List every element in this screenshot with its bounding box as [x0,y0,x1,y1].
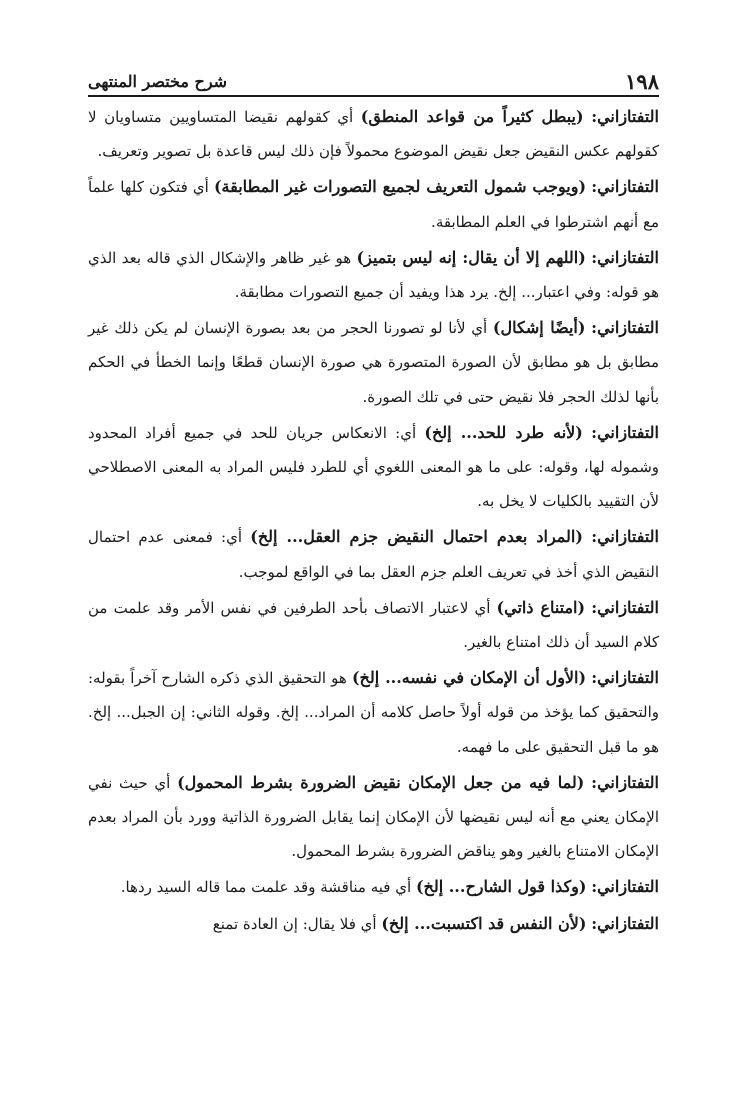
speaker-label: التفتازاني: [591,177,659,197]
quoted-phrase: (لأن النفس قد اكتسبت... إلخ) [381,913,587,933]
quoted-phrase: (اللهم إلا أن يقال: إنه ليس بتميز) [356,247,586,267]
commentary-body [88,100,659,941]
paragraph [88,870,659,904]
paragraph [88,520,659,588]
paragraph-text: هو غير ظاهر والإشكال الذي قاله بعد الذي هو قوله: وفي اعتبار... إلخ. يرد هذا ويفيد أن جميع التصورات مطابقة. [88,248,659,302]
quoted-phrase: (امتناع ذاتي) [496,597,586,617]
speaker-label: التفتازاني: [591,527,659,547]
speaker-label: التفتازاني: [591,772,659,792]
paragraph-text: أي: فمعنى عدم احتمال النقيض الذي أخذ في تعريف العلم جزم العقل بما في الواقع لموجب. [88,528,659,581]
paragraph-text: أي لاعتبار الاتصاف بأحد الطرفين في نفس الأمر وقد علمت من كلام السيد أن ذلك امتناع بالغير. [88,598,659,652]
speaker-label: التفتازاني: [591,877,659,897]
paragraph [88,170,659,238]
speaker-label: التفتازاني: [591,247,659,267]
quoted-phrase: (المراد بعدم احتمال النقيض جزم العقل... إلخ) [250,527,583,547]
paragraph [88,241,659,309]
quoted-phrase: (لأنه طرد للحد... إلخ) [424,422,583,442]
speaker-label: التفتازاني: [591,913,659,933]
paragraph-text: أي فيه مناقشة وقد علمت مما قاله السيد ردها. [120,878,412,897]
speaker-label: التفتازاني: [591,318,659,338]
speaker-label: التفتازاني: [591,107,659,126]
speaker-label: التفتازاني: [591,668,659,688]
header-rule [88,95,659,97]
paragraph [88,907,659,941]
quoted-phrase: (الأول أن الإمكان في نفسه... إلخ) [351,668,587,688]
paragraph-text: أي حيث نفي الإمكان يعني مع أنه ليس نقيضها لأن الإمكان إنما يقابل الضرورة الذاتية وورد بأن المراد بعدم الإمكان الامتناع بالغير وهو يناقض الضرورة بشرط المحمول. [88,773,659,861]
running-title: شرح مختصر المنتهى [88,72,228,91]
paragraph [88,311,659,414]
page-header [88,62,659,94]
speaker-label: التفتازاني: [591,422,659,442]
paragraph-text: أي: الانعكاس جريان للحد في جميع أفراد المحدود وشموله لها، وقوله: على ما هو المعنى اللغوي أي للطرد فليس المراد به المعنى الاصطلاحي لأن التقييد بالكليات لا يخل به. [88,423,659,511]
paragraph-text: أي فتكون كلها علماً مع أنهم اشترطوا في العلم المطابقة. [88,178,659,231]
paragraph [88,100,659,168]
quoted-phrase: (يبطل كثيراً من قواعد المنطق) [360,107,584,126]
quoted-phrase: (لما فيه من جعل الإمكان نقيض الضرورة بشرط المحمول) [177,772,585,792]
quoted-phrase: (وكذا قول الشارح... إلخ) [415,877,587,897]
paragraph-text: هو التحقيق الذي ذكره الشارح آخراً بقوله: والتحقيق كما يؤخذ من قوله أولاً حاصل كلامه أن المراد... إلخ. وقوله الثاني: إن الجبل... إلخ. هو ما قبل التحقيق على ما فهمه. [88,669,659,756]
speaker-label: التفتازاني: [591,597,659,617]
paragraph-text: أي فلا يقال: إن العادة تمنع [212,914,377,933]
paragraph [88,661,659,764]
quoted-phrase: (أيضًا إشكال) [492,318,586,338]
quoted-phrase: (ويوجب شمول التعريف لجميع التصورات غير المطابقة) [213,177,587,197]
page-number: ١٩٨ [625,69,659,94]
paragraph-text: أي لأنا لو تصورنا الحجر من بعد بصورة الإنسان لم يكن ذلك غير مطابق بل هو مطابق لأن الصورة المتصورة هي صورة الإنسان قطعًا وإنما الخطأ في الحكم بأنها لذلك الحجر فلا نقيض حتى في تلك الصورة. [88,319,659,406]
paragraph-text: أي كقولهم نقيضا المتساويين متساويان لا كقولهم عكس النقيض جعل نقيض الموضوع محمولاً فإن ذلك ليس قاعدة بل تصوير وتعريف. [88,108,659,161]
paragraph [88,416,659,519]
paragraph [88,766,659,869]
paragraph [88,591,659,659]
